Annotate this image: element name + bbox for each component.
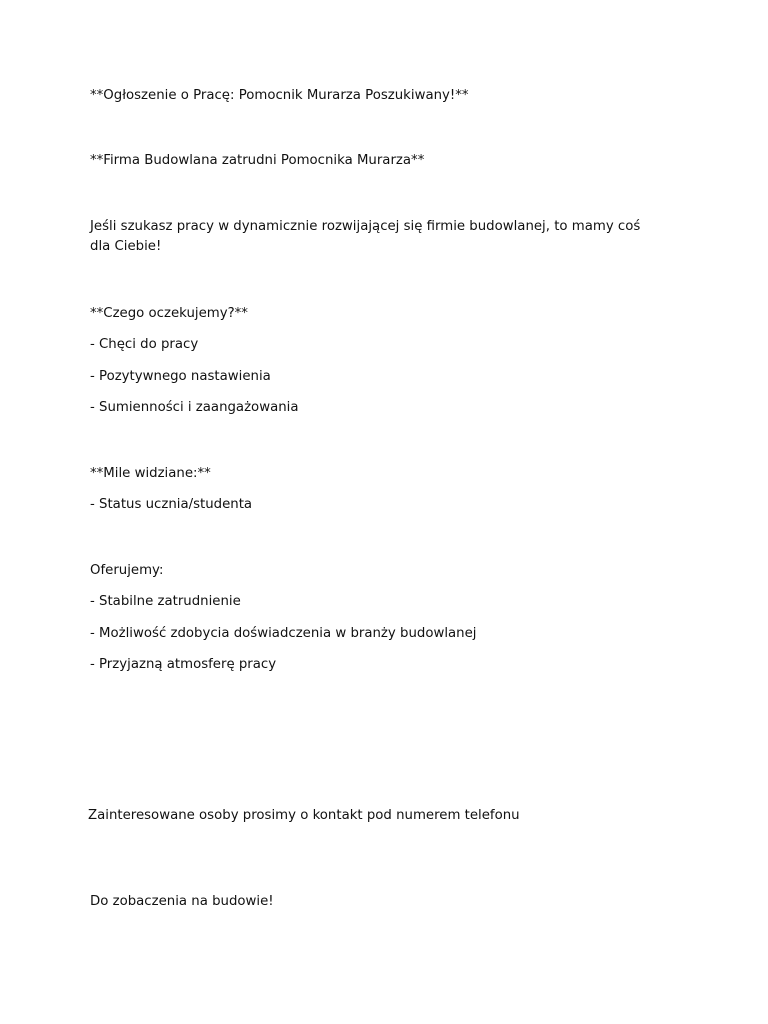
document-title: **Ogłoszenie o Pracę: Pomocnik Murarza Poszukiwany!** xyxy=(90,88,469,103)
expectation-item: - Chęci do pracy xyxy=(90,337,199,352)
offer-item: - Stabilne zatrudnienie xyxy=(90,594,241,609)
closing-paragraph: Do zobaczenia na budowie! xyxy=(90,894,274,909)
expectation-item: - Pozytywnego nastawienia xyxy=(90,369,271,384)
expectation-item: - Sumienności i zaangażowania xyxy=(90,400,299,415)
contact-paragraph: Zainteresowane osoby prosimy o kontakt pod numerem telefonu xyxy=(88,808,520,823)
preferred-heading: **Mile widziane:** xyxy=(90,466,211,481)
offer-item: - Możliwość zdobycia doświadczenia w branży budowlanej xyxy=(90,626,477,641)
document-subtitle: **Firma Budowlana zatrudni Pomocnika Murarza** xyxy=(90,153,425,168)
expectations-heading: **Czego oczekujemy?** xyxy=(90,306,248,321)
preferred-item: - Status ucznia/studenta xyxy=(90,497,253,512)
intro-paragraph: Jeśli szukasz pracy w dynamicznie rozwijającej się firmie budowlanej, to mamy coś dla Ciebie! xyxy=(90,219,641,254)
offer-heading: Oferujemy: xyxy=(90,563,164,578)
offer-item: - Przyjazną atmosferę pracy xyxy=(90,657,277,672)
